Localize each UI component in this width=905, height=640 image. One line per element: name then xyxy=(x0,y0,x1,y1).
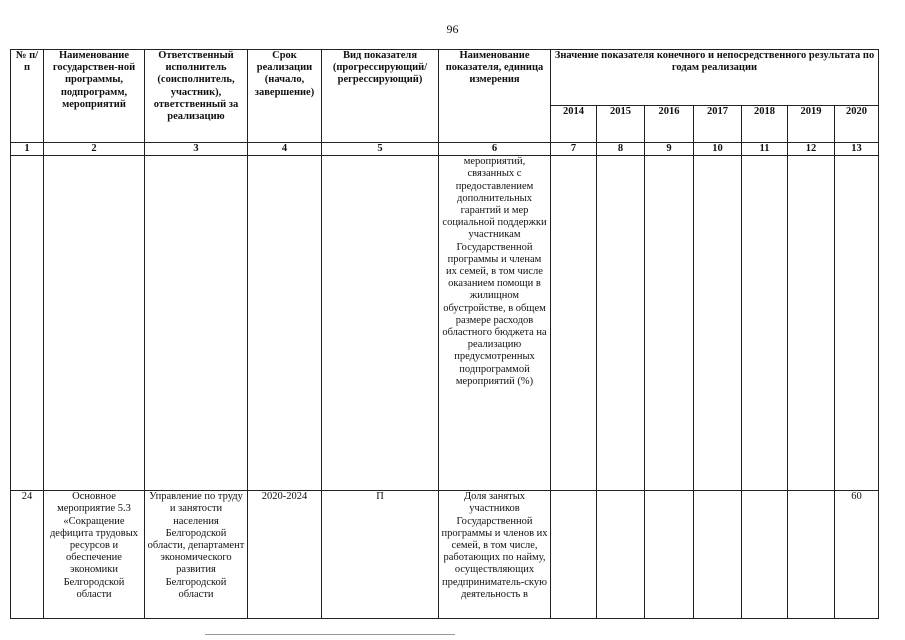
row-number: 24 xyxy=(11,491,44,619)
row-value-2015 xyxy=(597,156,645,491)
column-number: 11 xyxy=(742,143,788,156)
header-number: № п/п xyxy=(11,50,44,143)
row-value-2017 xyxy=(694,156,742,491)
row-value-2019 xyxy=(788,156,835,491)
header-year: 2016 xyxy=(645,106,694,143)
header-year: 2019 xyxy=(788,106,835,143)
row-value-2015 xyxy=(597,491,645,619)
row-value-2020: 60 xyxy=(835,491,879,619)
row-value-2014 xyxy=(551,491,597,619)
header-year: 2017 xyxy=(694,106,742,143)
row-indicator-type xyxy=(322,156,439,491)
column-number: 7 xyxy=(551,143,597,156)
row-period: 2020-2024 xyxy=(248,491,322,619)
row-program-name xyxy=(44,156,145,491)
column-number: 5 xyxy=(322,143,439,156)
header-period: Срок реализации (начало, завершение) xyxy=(248,50,322,143)
header-values-group: Значение показателя конечного и непосредственного результата по годам реализации xyxy=(551,50,879,106)
row-value-2018 xyxy=(742,156,788,491)
table-row xyxy=(11,156,879,491)
row-value-2019 xyxy=(788,491,835,619)
indicators-table xyxy=(10,49,879,619)
row-value-2017 xyxy=(694,491,742,619)
row-period xyxy=(248,156,322,491)
row-value-2020 xyxy=(835,156,879,491)
page-bottom-divider xyxy=(205,634,455,635)
row-value-2016 xyxy=(645,156,694,491)
row-value-2016 xyxy=(645,491,694,619)
row-indicator-name: мероприятий, связанных с предоставлением дополнительных гарантий и мер социальной поддержки участникам Государственной программы и членам их семей, в том числе оказанием помощи в жилищном обустройстве, в общем размере расходов областного бюджета на реализацию предусмотренных подпрограммой мероприятий (%) xyxy=(439,156,551,491)
row-indicator-name: Доля занятых участников Государственной программы и членов их семей, в том числе, работающих по найму, осуществляющих предприниматель-скую деятельность в xyxy=(439,491,551,619)
table-row xyxy=(11,491,879,619)
row-executor xyxy=(145,156,248,491)
header-year: 2015 xyxy=(597,106,645,143)
header-indicator-type: Вид показателя (прогрессирующий/ регрессирующий) xyxy=(322,50,439,143)
column-number: 4 xyxy=(248,143,322,156)
column-number: 6 xyxy=(439,143,551,156)
row-indicator-type: П xyxy=(322,491,439,619)
column-number: 12 xyxy=(788,143,835,156)
row-program-name: Основное мероприятие 5.3 «Сокращение дефицита трудовых ресурсов и обеспечение экономики Белгородской области xyxy=(44,491,145,619)
column-number: 2 xyxy=(44,143,145,156)
row-value-2018 xyxy=(742,491,788,619)
header-year: 2018 xyxy=(742,106,788,143)
column-number: 13 xyxy=(835,143,879,156)
column-number: 10 xyxy=(694,143,742,156)
column-number: 8 xyxy=(597,143,645,156)
header-indicator-name: Наименование показателя, единица измерения xyxy=(439,50,551,143)
column-number: 9 xyxy=(645,143,694,156)
column-number: 1 xyxy=(11,143,44,156)
header-executor: Ответственный исполнитель (соисполнитель, участник), ответственный за реализацию xyxy=(145,50,248,143)
header-year: 2014 xyxy=(551,106,597,143)
row-value-2014 xyxy=(551,156,597,491)
row-number xyxy=(11,156,44,491)
column-number: 3 xyxy=(145,143,248,156)
page-number: 96 xyxy=(446,22,459,36)
header-program-name: Наименование государствен-ной программы, подпрограмм, мероприятий xyxy=(44,50,145,143)
header-year: 2020 xyxy=(835,106,879,143)
row-executor: Управление по труду и занятости населения Белгородской области, департамент экономического развития Белгородской области xyxy=(145,491,248,619)
